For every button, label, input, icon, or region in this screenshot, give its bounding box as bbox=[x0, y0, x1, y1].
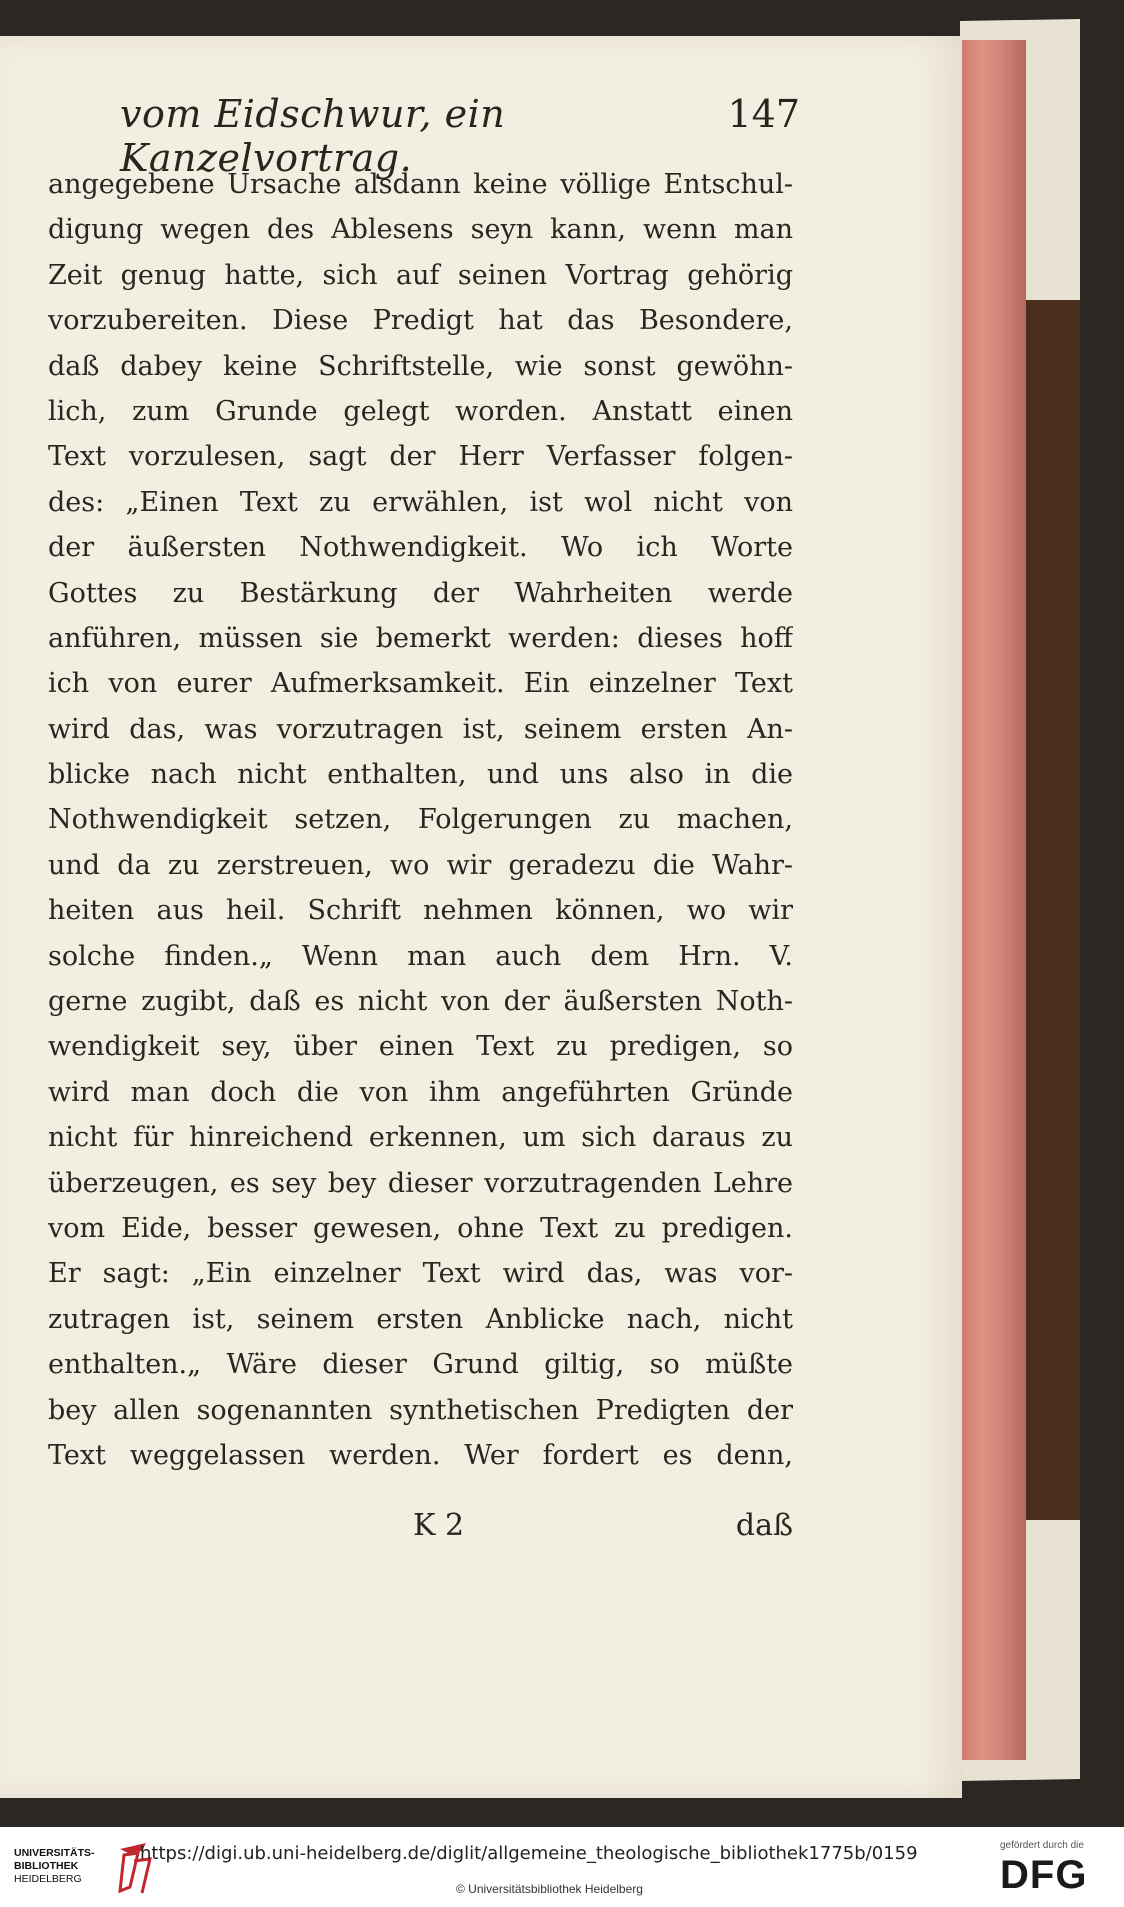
text-line: wird das, was vorzutragen ist, seinem ersten An- bbox=[48, 713, 793, 745]
text-line: wird man doch die von ihm angeführten Gründe bbox=[48, 1076, 793, 1108]
library-name-line1: UNIVERSITÄTS- bbox=[14, 1847, 95, 1859]
page-number: 147 bbox=[727, 92, 800, 136]
signature-mark: K 2 bbox=[413, 1508, 465, 1543]
text-line: Text vorzulesen, sagt der Herr Verfasser folgen- bbox=[48, 441, 793, 473]
text-line: überzeugen, es sey bey dieser vorzutragenden Lehre bbox=[48, 1167, 793, 1199]
copyright-notice: © Universitätsbibliothek Heidelberg bbox=[456, 1882, 643, 1896]
funding-note: gefördert durch die bbox=[1000, 1840, 1084, 1851]
text-line: zutragen ist, seinem ersten Anblicke nach, nicht bbox=[48, 1303, 793, 1335]
library-name-line3: HEIDELBERG bbox=[14, 1873, 82, 1885]
text-line: solche finden.„ Wenn man auch dem Hrn. V. bbox=[48, 940, 793, 972]
document-url-link[interactable]: https://digi.ub.uni-heidelberg.de/diglit/allgemeine_theologische_bibliothek1775b/0159 bbox=[140, 1843, 918, 1864]
text-line: nicht für hinreichend erkennen, um sich daraus zu bbox=[48, 1122, 793, 1154]
text-line: vom Eide, besser gewesen, ohne Text zu predigen. bbox=[48, 1212, 793, 1244]
text-line: vorzubereiten. Diese Predigt hat das Besondere, bbox=[48, 305, 793, 337]
text-line: des: „Einen Text zu erwählen, ist wol nicht von bbox=[48, 486, 793, 518]
page-edge bbox=[958, 40, 1026, 1760]
text-line: Nothwendigkeit setzen, Folgerungen zu machen, bbox=[48, 804, 793, 836]
text-line: anführen, müssen sie bemerkt werden: dieses hoff bbox=[48, 622, 793, 654]
text-line: daß dabey keine Schriftstelle, wie sonst gewöhn- bbox=[48, 350, 793, 382]
text-line: bey allen sogenannten synthetischen Predigten der bbox=[48, 1394, 793, 1426]
library-name bbox=[14, 1847, 114, 1886]
text-line: Gottes zu Bestärkung der Wahrheiten werde bbox=[48, 577, 793, 609]
text-line: angegebene Ursache alsdann keine völlige Entschul- bbox=[48, 169, 793, 200]
text-line: Er sagt: „Ein einzelner Text wird das, was vor- bbox=[48, 1258, 793, 1290]
text-line: Text weggelassen werden. Wer fordert es denn, bbox=[48, 1439, 793, 1471]
text-line: wendigkeit sey, über einen Text zu predigen, so bbox=[48, 1031, 793, 1063]
text-line: enthalten.„ Wäre dieser Grund giltig, so müßte bbox=[48, 1349, 793, 1381]
body-text bbox=[48, 162, 793, 1478]
text-line: heiten aus heil. Schrift nehmen können, wo wir bbox=[48, 895, 793, 927]
text-line: blicke nach nicht enthalten, und uns also in die bbox=[48, 759, 793, 791]
viewer-footer-bar bbox=[0, 1827, 1124, 1907]
cover-edge bbox=[1020, 300, 1080, 1520]
text-line: gerne zugibt, daß es nicht von der äußersten Noth- bbox=[48, 986, 793, 1018]
text-line: lich, zum Grunde gelegt worden. Anstatt einen bbox=[48, 395, 793, 427]
library-name-line2: BIBLIOTHEK bbox=[14, 1860, 79, 1872]
text-line: digung wegen des Ablesens seyn kann, wenn man bbox=[48, 214, 793, 246]
running-head-title: vom Eidschwur, ein Kanzelvortrag. bbox=[120, 92, 506, 180]
text-line: der äußersten Nothwendigkeit. Wo ich Worte bbox=[48, 532, 793, 564]
text-line: Zeit genug hatte, sich auf seinen Vortrag gehörig bbox=[48, 259, 793, 291]
dfg-logo: DFG bbox=[1000, 1853, 1088, 1897]
page-footer bbox=[48, 1508, 793, 1558]
catchword: daß bbox=[735, 1508, 793, 1543]
text-line: ich von eurer Aufmerksamkeit. Ein einzelner Text bbox=[48, 668, 793, 700]
text-line: und da zu zerstreuen, wo wir geradezu die Wahr- bbox=[48, 849, 793, 881]
